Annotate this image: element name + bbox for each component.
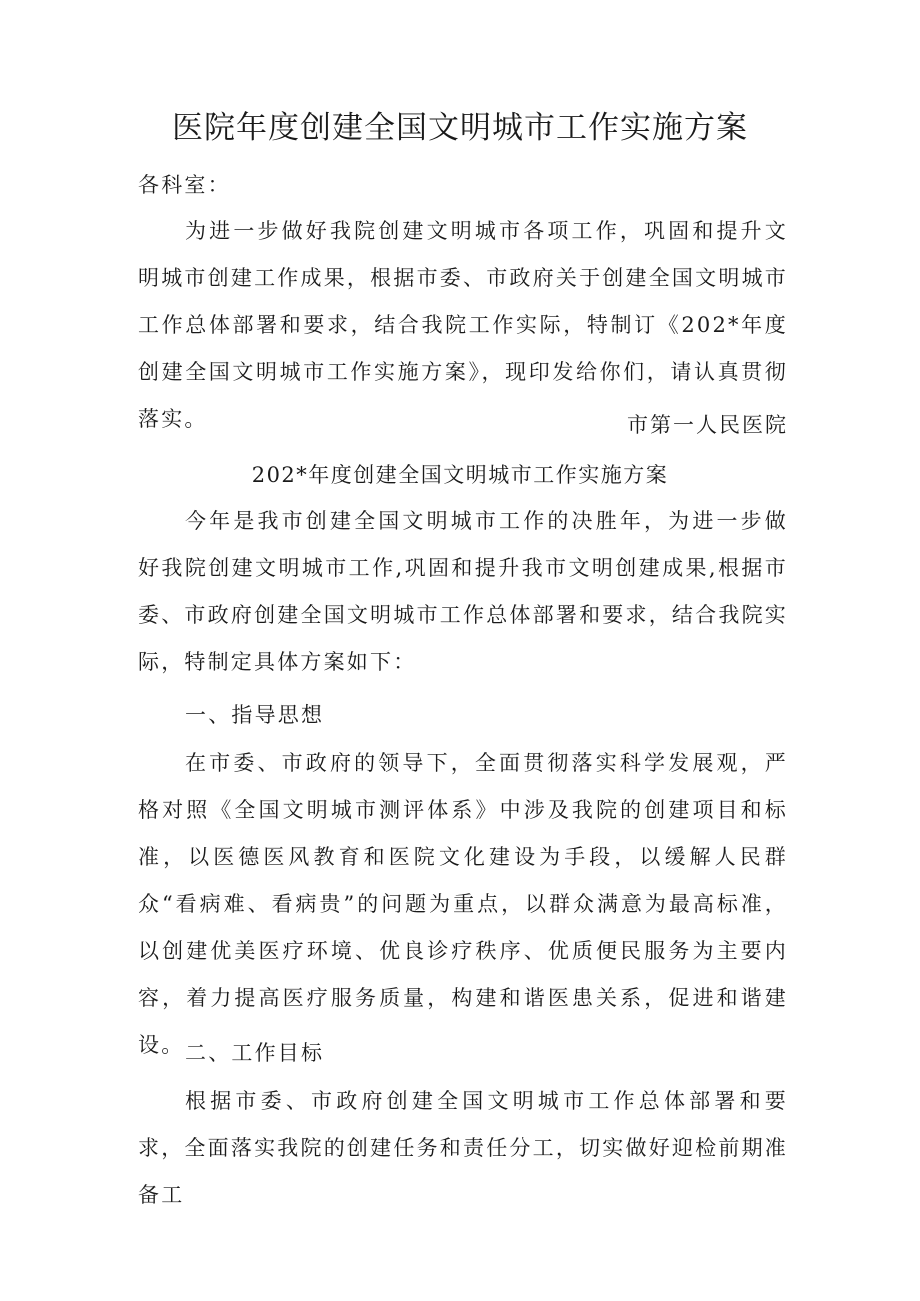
plan-subtitle: 202*年度创建全国文明城市工作实施方案	[251, 463, 669, 487]
section-text-work-goals: 根据市委、市政府创建全国文明城市工作总体部署和要求，全面落实我院的创建任务和责任分工，切实做好迎检前期准备工	[138, 1089, 788, 1207]
section-heading-work-goals: 二、工作目标	[185, 1041, 325, 1065]
signature: 市第一人民医院	[627, 413, 788, 437]
document-title: 医院年度创建全国文明城市工作实施方案	[172, 110, 748, 146]
plan-intro-paragraph: 今年是我市创建全国文明城市工作的决胜年，为进一步做好我院创建文明城市工作,巩固和提升我市文明创建成果,根据市委、市政府创建全国文明城市工作总体部署和要求，结合我院实际，特制定具体方案如下：	[138, 509, 788, 674]
intro-paragraph: 为进一步做好我院创建文明城市各项工作，巩固和提升文明城市创建工作成果，根据市委、市政府关于创建全国文明城市工作总体部署和要求，结合我院工作实际，特制订《202*年度创建全国文明城市工作实施方案》，现印发给你们，请认真贯彻落实。	[138, 219, 788, 431]
salutation: 各科室：	[138, 173, 231, 197]
section-heading-guiding-ideology: 一、指导思想	[185, 703, 325, 727]
section-text-guiding-ideology: 在市委、市政府的领导下，全面贯彻落实科学发展观，严格对照《全国文明城市测评体系》中涉及我院的创建项目和标准，以医德医风教育和医院文化建设为手段，以缓解人民群众“看病难、看病贵”的问题为重点，以群众满意为最高标准，以创建优美医疗环境、优良诊疗秩序、优质便民服务为主要内容，着力提高医疗服务质量，构建和谐医患关系，促进和谐建设。	[138, 751, 788, 1057]
